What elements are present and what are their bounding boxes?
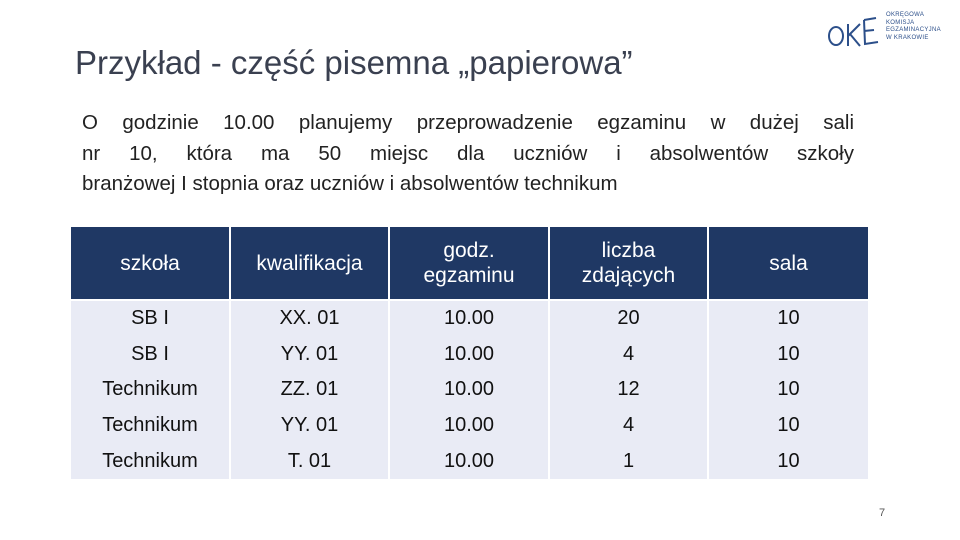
page-number: 7 xyxy=(879,507,886,519)
cell-candidates-count: 20 xyxy=(549,300,708,337)
oke-logo-mark xyxy=(826,14,882,48)
intro-paragraph xyxy=(82,108,854,200)
cell-qualification: YY. 01 xyxy=(230,337,389,373)
cell-room: 10 xyxy=(708,372,868,408)
table-row xyxy=(71,443,868,479)
cell-exam-time: 10.00 xyxy=(389,372,549,408)
cell-qualification: ZZ. 01 xyxy=(230,372,389,408)
table-row xyxy=(71,337,868,373)
cell-school: SB I xyxy=(71,300,230,337)
slide-title: Przykład - część pisemna „papierowa” xyxy=(75,44,633,81)
logo-line: OKRĘGOWA xyxy=(886,12,925,18)
cell-room: 10 xyxy=(708,443,868,479)
cell-exam-time: 10.00 xyxy=(389,443,549,479)
exam-table xyxy=(71,227,868,479)
paragraph-line: nr 10, która ma 50 miejsc dla uczniów i absolwentów szkoły xyxy=(82,141,854,165)
header-qualification: kwalifikacja xyxy=(230,227,389,300)
table-row xyxy=(71,408,868,444)
table-header-row xyxy=(71,227,868,300)
cell-room: 10 xyxy=(708,300,868,337)
cell-room: 10 xyxy=(708,408,868,444)
cell-candidates-count: 4 xyxy=(549,337,708,373)
paragraph-line: branżowej I stopnia oraz uczniów i absolwentów technikum xyxy=(82,172,618,195)
table-row xyxy=(71,372,868,408)
cell-school: Technikum xyxy=(71,408,230,444)
cell-candidates-count: 4 xyxy=(549,408,708,444)
paragraph-line: O godzinie 10.00 planujemy przeprowadzenie egzaminu w dużej sali xyxy=(82,111,854,134)
cell-school: SB I xyxy=(71,337,230,373)
cell-candidates-count: 12 xyxy=(549,372,708,408)
cell-exam-time: 10.00 xyxy=(389,337,549,373)
cell-qualification: YY. 01 xyxy=(230,408,389,444)
cell-school: Technikum xyxy=(71,443,230,479)
header-candidates-count: liczba zdających xyxy=(549,227,708,300)
header-school: szkoła xyxy=(71,227,230,300)
cell-exam-time: 10.00 xyxy=(389,408,549,444)
oke-logo xyxy=(826,8,946,52)
cell-exam-time: 10.00 xyxy=(389,300,549,337)
logo-line: EGZAMINACYJNA xyxy=(886,27,941,34)
cell-candidates-count: 1 xyxy=(549,443,708,479)
cell-school: Technikum xyxy=(71,372,230,408)
cell-qualification: XX. 01 xyxy=(230,300,389,337)
header-room: sala xyxy=(708,227,868,300)
oke-logo-text xyxy=(886,12,950,42)
cell-room: 10 xyxy=(708,337,868,373)
header-exam-time: godz. egzaminu xyxy=(389,227,549,300)
cell-qualification: T. 01 xyxy=(230,443,389,479)
table-row xyxy=(71,300,868,337)
logo-line: W KRAKOWIE xyxy=(886,34,929,41)
logo-line: KOMISJA xyxy=(886,19,915,26)
